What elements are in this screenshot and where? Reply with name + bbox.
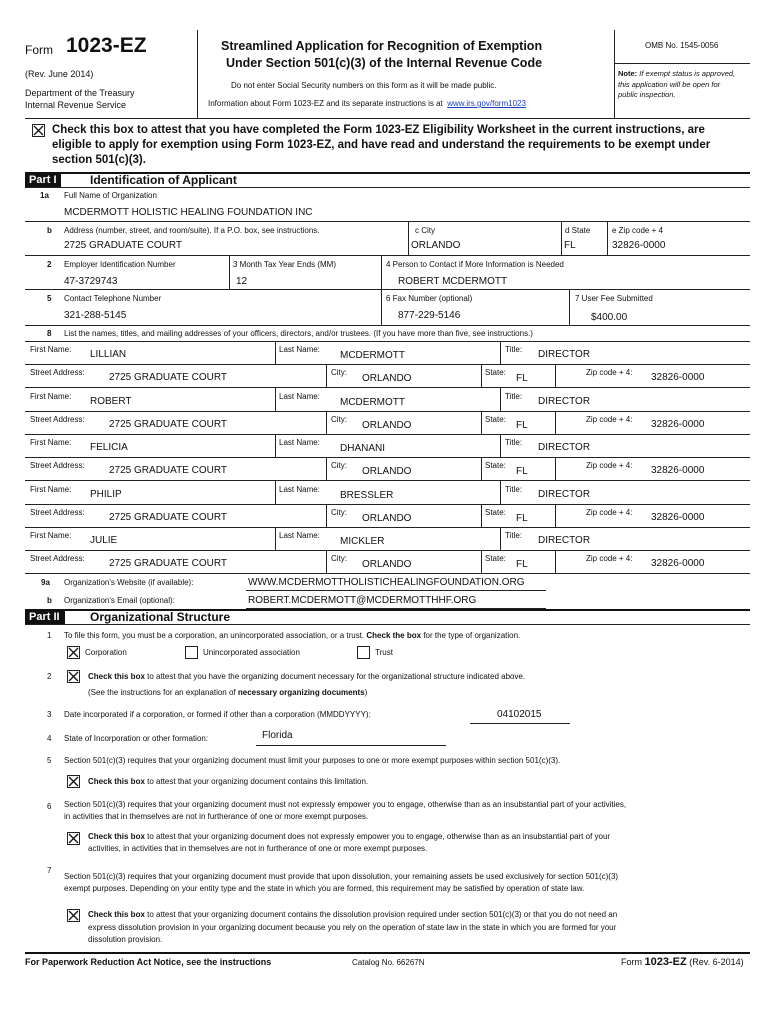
irs-form-link[interactable]: www.irs.gov/form1023 [447,99,526,108]
state-label: State: [485,507,506,517]
p2-line-5-check-text: Check this box to attest that your organizing document contains this limitation. [88,777,369,786]
line-1b-number: b [47,226,52,235]
street-label: Street Address: [30,368,85,377]
line-1c-label: c City [415,226,435,235]
officer-state-field[interactable]: FL [516,419,528,431]
email-field[interactable]: ROBERT.MCDERMOTT@MCDERMOTTHHF.ORG [248,595,477,606]
public-inspection-note: Note: If exempt status is approved, this application will be open for public inspection. [618,69,736,99]
line-1a-number: 1a [40,191,49,200]
line-1d-label: d State [565,226,591,235]
last-name-label: Last Name: [279,391,320,401]
footer-form-id: Form 1023-EZ (Rev. 6-2014) [621,956,744,968]
line-6-label: 6 Fax Number (optional) [386,294,473,303]
form-label: Form [25,43,53,57]
part-2-tag: Part II [25,610,65,624]
state-field[interactable]: FL [564,240,576,251]
zip-label: Zip code + 4: [586,554,633,563]
ein-field[interactable]: 47-3729743 [64,276,118,287]
officer-state-field[interactable]: FL [516,466,528,477]
officer-first-name-field[interactable]: PHILIP [90,488,122,500]
state-label: State: [485,554,506,563]
street-label: Street Address: [30,507,85,517]
ssn-warning: Do not enter Social Security numbers on this form as it will be made public. [231,81,497,90]
address-field[interactable]: 2725 GRADUATE COURT [64,240,182,251]
officer-zip-field[interactable]: 32826-0000 [651,372,705,383]
city-label: City: [331,461,347,470]
officer-last-name-field[interactable]: BRESSLER [340,489,394,501]
officer-last-name-field[interactable]: DHANANI [340,443,386,454]
state-label: State: [485,414,506,424]
zip-label: Zip code + 4: [586,368,633,377]
trust-label: Trust [375,648,393,657]
user-fee-field[interactable]: $400.00 [591,312,628,323]
city-label: City: [331,368,347,377]
officer-state-field[interactable]: FL [516,559,528,570]
officer-last-name-field[interactable]: MCDERMOTT [340,350,405,361]
city-label: City: [331,507,347,517]
officer-title-field[interactable]: DIRECTOR [538,395,591,407]
street-label: Street Address: [30,414,85,424]
officer-city-field[interactable]: ORLANDO [362,559,412,570]
last-name-label: Last Name: [279,484,320,494]
officer-first-name-field[interactable]: LILLIAN [90,349,127,360]
org-name-field[interactable]: MCDERMOTT HOLISTIC HEALING FOUNDATION INC [64,207,313,218]
city-field[interactable]: ORLANDO [411,240,461,251]
p2-line-3-number: 3 [47,710,52,719]
phone-field[interactable]: 321-288-5145 [64,310,127,321]
line-9b-number: b [47,596,52,605]
unincorporated-association-checkbox[interactable] [185,646,198,659]
officer-zip-field[interactable]: 32826-0000 [651,511,705,523]
officer-last-name-field[interactable]: MICKLER [340,536,385,547]
officer-last-name-field[interactable]: MCDERMOTT [340,396,405,408]
line-7-label: 7 User Fee Submitted [575,294,653,303]
line-1a-label: Full Name of Organization [64,191,157,200]
officer-block-5 [0,527,770,574]
officer-zip-field[interactable]: 32826-0000 [651,558,705,569]
trust-checkbox[interactable] [357,646,370,659]
state-label: State: [485,461,506,470]
last-name-label: Last Name: [279,531,320,540]
p2-line-2-number: 2 [47,672,52,681]
dissolution-provision-checkbox[interactable] [67,909,80,922]
officer-city-field[interactable]: ORLANDO [362,419,412,431]
website-field[interactable]: WWW.MCDERMOTTHOLISTICHEALINGFOUNDATION.ORG [248,577,525,588]
officer-street-field[interactable]: 2725 GRADUATE COURT [109,418,227,430]
p2-line-3-label: Date incorporated if a corporation, or formed if other than a corporation (MMDDYYYY): [64,710,371,719]
first-name-label: First Name: [30,345,72,354]
officer-city-field[interactable]: ORLANDO [362,466,412,477]
first-name-label: First Name: [30,391,72,401]
officer-state-field[interactable]: FL [516,512,528,524]
p2-line-7-check-text: Check this box to attest that your organizing document contains the dissolution provision required under section 501(c)(3) or that you do not need an express dissolution provision in your organizing document because you rely on the operation of state law in the state in which you are formed for your dissolution provision. [88,910,618,944]
title-label: Title: [505,391,523,401]
city-label: City: [331,414,347,424]
p2-line-5-number: 5 [47,756,52,765]
state-label: State: [485,368,506,377]
fax-field[interactable]: 877-229-5146 [398,310,461,321]
officer-first-name-field[interactable]: ROBERT [90,395,132,407]
officer-street-field[interactable]: 2725 GRADUATE COURT [109,465,227,476]
officer-block-4 [0,481,770,528]
line-5-label: Contact Telephone Number [64,294,162,303]
p2-line-6-number: 6 [47,802,52,811]
purpose-limitation-checkbox[interactable] [67,775,80,788]
officer-zip-field[interactable]: 32826-0000 [651,418,705,430]
no-empowerment-checkbox[interactable] [67,832,80,845]
revision-date: (Rev. June 2014) [25,69,94,79]
department-line: Department of the Treasury [25,88,135,98]
part-1-tag: Part I [25,173,61,187]
corporation-checkbox[interactable] [67,646,80,659]
line-9a-label: Organization's Website (if available): [64,578,194,587]
officer-first-name-field[interactable]: FELICIA [90,442,128,453]
form-title-line2: Under Section 501(c)(3) of the Internal Revenue Code [226,56,543,70]
date-incorporated-field[interactable]: 04102015 [497,709,542,720]
officer-city-field[interactable]: ORLANDO [362,512,412,524]
line-1b-label: Address (number, street, and room/suite). If a P.O. box, see instructions. [64,226,320,235]
last-name-label: Last Name: [279,438,320,447]
part-1-title: Identification of Applicant [90,173,237,187]
omb-number: OMB No. 1545-0056 [645,41,719,50]
officer-city-field[interactable]: ORLANDO [362,373,412,384]
zip-label: Zip code + 4: [586,507,633,517]
p2-line-4-number: 4 [47,734,52,743]
title-label: Title: [505,484,523,494]
info-text: Information about Form 1023-EZ and its separate instructions is at www.irs.gov/form1023 [208,99,526,108]
p2-line-1-number: 1 [47,631,52,640]
first-name-label: First Name: [30,484,72,494]
officer-block-3 [0,434,770,481]
officer-title-field[interactable]: DIRECTOR [538,442,591,453]
first-name-label: First Name: [30,438,72,447]
title-label: Title: [505,531,523,540]
unincorporated-association-label: Unincorporated association [203,648,300,657]
tax-year-end-field[interactable]: 12 [236,276,248,287]
eligibility-attest-text: Check this box to attest that you have completed the Form 1023-EZ Eligibility Worksheet in the current instructions, are eligible to apply for exemption using Form 1023-EZ, and have read and understand the requirements to be exempt under section 501(c)(3). [52,124,711,166]
officer-zip-field[interactable]: 32826-0000 [651,465,705,476]
p2-line-6-check-text: Check this box to attest that your organizing document does not expressly empower you to engage, otherwise than as an insubstantial part of your activities, in activities that in themselves are not in furtherance of one or more exempt purposes. [88,832,611,853]
part-2-title: Organizational Structure [90,610,231,624]
p2-line-7-text: Section 501(c)(3) requires that your organizing document must provide that upon dissolution, your remaining assets be used exclusively for section 501(c)(3) exempt purposes. Depending on your entity type and the state in which you are formed, this requirement may be satisfied by operation of state law. [64,872,619,893]
officer-block-2 [0,388,770,435]
officer-street-field[interactable]: 2725 GRADUATE COURT [109,558,227,569]
line-4-label: 4 Person to Contact if More Information is Needed [386,260,564,269]
title-label: Title: [505,345,523,354]
line-2-label: Employer Identification Number [64,260,176,269]
p2-line-5-text: Section 501(c)(3) requires that your organizing document must limit your purposes to one or more exempt purposes within section 501(c)(3). [64,756,561,765]
officer-street-field[interactable]: 2725 GRADUATE COURT [109,511,227,523]
catalog-number: Catalog No. 66267N [352,958,425,967]
p2-line-4-label: State of Incorporation or other formation: [64,734,209,743]
organizing-document-checkbox[interactable] [67,670,80,683]
street-label: Street Address: [30,461,85,470]
form-title-line1: Streamlined Application for Recognition of Exemption [221,39,543,53]
line-9b-label: Organization's Email (optional): [64,596,175,605]
officer-state-field[interactable]: FL [516,373,528,384]
line-8-number: 8 [47,329,52,338]
zip-label: Zip code + 4: [586,461,633,470]
street-label: Street Address: [30,554,85,563]
officer-first-name-field[interactable]: JULIE [90,535,118,546]
p2-line-2-text: Check this box to attest that you have the organizing document necessary for the organizational structure indicated above. [88,672,526,681]
officer-title-field[interactable]: DIRECTOR [538,535,591,546]
zip-field[interactable]: 32826-0000 [612,240,666,251]
officer-street-field[interactable]: 2725 GRADUATE COURT [109,372,227,383]
officer-title-field[interactable]: DIRECTOR [538,349,591,360]
paperwork-notice: For Paperwork Reduction Act Notice, see the instructions [25,957,272,967]
first-name-label: First Name: [30,531,72,540]
title-label: Title: [505,438,523,447]
officer-block-1 [0,341,770,388]
form-number: 1023-EZ [66,34,147,57]
p2-line-6-text: Section 501(c)(3) requires that your organizing document must not expressly empower you to engage, otherwise than as an insubstantial part of your activities, in activities that in themselves are not in furtherance of one or more exempt purposes. [64,800,627,821]
corporation-label: Corporation [85,648,127,657]
line-2-number: 2 [47,260,52,269]
city-label: City: [331,554,347,563]
contact-person-field[interactable]: ROBERT MCDERMOTT [398,276,508,287]
agency-line: Internal Revenue Service [25,100,127,110]
eligibility-attest-checkbox[interactable] [32,124,45,137]
officer-title-field[interactable]: DIRECTOR [538,488,591,500]
line-9a-number: 9a [41,578,50,587]
line-8-label: List the names, titles, and mailing addresses of your officers, directors, and/or trustees. (If you have more than five, see instructions.) [64,329,533,338]
line-5-number: 5 [47,294,52,303]
line-1e-label: e Zip code + 4 [612,226,663,235]
last-name-label: Last Name: [279,345,320,354]
line-3-label: 3 Month Tax Year Ends (MM) [233,260,337,269]
p2-line-1-text: To file this form, you must be a corporation, an unincorporated association, or a trust. Check the box for the type of organization. [64,631,521,640]
state-of-incorporation-field[interactable]: Florida [262,730,293,741]
zip-label: Zip code + 4: [586,414,633,424]
p2-line-7-number: 7 [47,866,52,875]
p2-line-2-subtext: (See the instructions for an explanation of necessary organizing documents) [88,688,368,697]
